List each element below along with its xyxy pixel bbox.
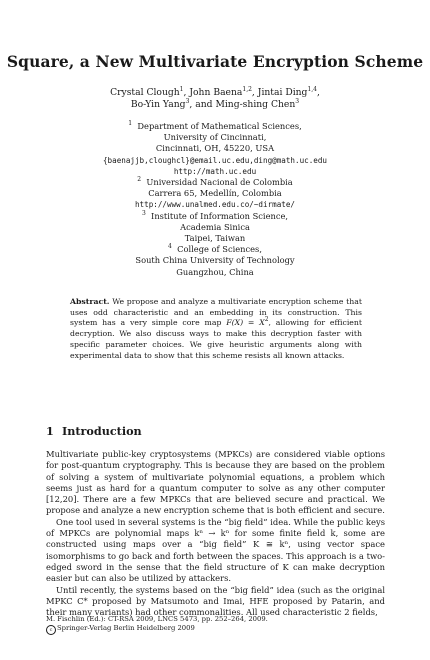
author-name: Bo-Yin Yang [130, 99, 186, 111]
affil-mark: 2 [137, 176, 142, 184]
affil-line: Carrera 65, Medellín, Colombia [148, 188, 282, 199]
affil-line: Department of Mathematical Sciences, [137, 121, 302, 131]
affil-line: South China University of Technology [135, 255, 295, 266]
author-name: John Baena [189, 87, 243, 98]
publication-footer [46, 615, 268, 635]
author-affil-mark: 1 [179, 86, 184, 93]
affil-line: Academia Sinica [180, 221, 250, 232]
author-affil-mark: 1,2 [242, 86, 252, 93]
author-line-2: Bo-Yin Yang$^3$, and Ming-shing Chen$^3$ [130, 98, 300, 111]
affil-line: Institute of Information Science, [151, 210, 289, 221]
abstract-formula: F(X) = X [226, 318, 265, 328]
author-name: Crystal Clough [110, 87, 180, 98]
affil-url[interactable]: http://www.unalmed.edu.co/~dirmate/ [134, 200, 295, 210]
affil-mark: 3 [141, 209, 146, 217]
body-paragraph: One tool used in several systems is the “big field” idea. While the public keys of MPKCs are polynomial maps kⁿ → kⁿ for some finite field k, some are constructed using maps over a “big field” K ≅ kⁿ, using vector space isomorphisms to go back and forth between the spaces. This approach is a two-edged sword in the sense that the field structure of K can make decryption easier but can also be utilized by attackers. [46, 516, 385, 584]
abstract-heading: Abstract. [70, 297, 110, 306]
paper-title: Square, a New Multivariate Encryption Scheme [6, 52, 424, 71]
author-affil-mark: 3 [295, 98, 300, 106]
affiliation-block [0, 121, 430, 278]
abstract [70, 297, 362, 361]
abstract-text: We propose and analyze a multivariate encryption scheme that uses odd characteristic and an embedding in its construction. This system has a very simple core map [70, 297, 362, 328]
affil-line: Guangzhou, China [176, 266, 254, 277]
author-name: Jintai Ding [257, 87, 308, 98]
section-number: 1 [46, 424, 54, 438]
author-affil-mark: 1,4 [307, 86, 317, 93]
author-list [0, 87, 430, 111]
author-affil-mark: 3 [185, 98, 190, 106]
affil-mark: 4 [168, 243, 172, 251]
body-text [46, 449, 385, 618]
copyright-icon: c [46, 625, 56, 635]
body-paragraph: Until recently, the systems based on the “big field” idea (such as the original MPKC C* proposed by Matsumoto and Imai, HFE proposed by Patarin, and their many variants) had other commonalities. All used characteristic 2 fields, [46, 584, 385, 618]
affil-line: Taipei, Taiwan [184, 233, 246, 244]
publisher-line: Springer-Verlag Berlin Heidelberg 2009 [57, 623, 195, 632]
author-name: Ming-shing Chen [215, 99, 296, 111]
affil-line: Cincinnati, OH, 45220, USA [155, 143, 275, 154]
abstract-text: , allowing for efficient decryption. We also discuss ways to make this decryption faster with specific parameter choices. We give heuristic arguments along with experimental data to show that this scheme resists all known attacks. [70, 318, 362, 360]
affil-line: College of Sciences, [177, 244, 262, 255]
affil-line: University of Cincinnati, [163, 132, 267, 143]
abstract-formula-exponent: 2 [264, 316, 269, 324]
body-paragraph: Multivariate public-key cryptosystems (MPKCs) are considered viable options for post-quantum cryptography. This is because they are based on the problem of solving a system of multivariate polynomial equations, a problem which seems just as hard for a quantum computer to solve as any other computer [12,20]. There are a few MPKCs that are believed secure and practical. We propose and analyze a new encryption scheme that is both efficient and secure. [46, 449, 385, 516]
section-heading [46, 424, 142, 438]
affil-line: Universidad Nacional de Colombia [146, 177, 293, 188]
affil-url[interactable]: http://math.uc.edu [173, 166, 257, 176]
section-title: Introduction [62, 424, 142, 438]
author-line-1: Crystal Clough$^1$, John Baena$^{1,2}$, Jintai Ding$^{1,4}$, [110, 86, 320, 98]
affil-mark: 1 [128, 120, 133, 127]
author-emails[interactable]: {baenajjb,cloughcl}@email.uc.edu,ding@math.uc.edu [102, 155, 328, 165]
citation-line: M. Fischlin (Ed.): CT-RSA 2009, LNCS 5473, pp. 252–264, 2009. [46, 615, 268, 623]
